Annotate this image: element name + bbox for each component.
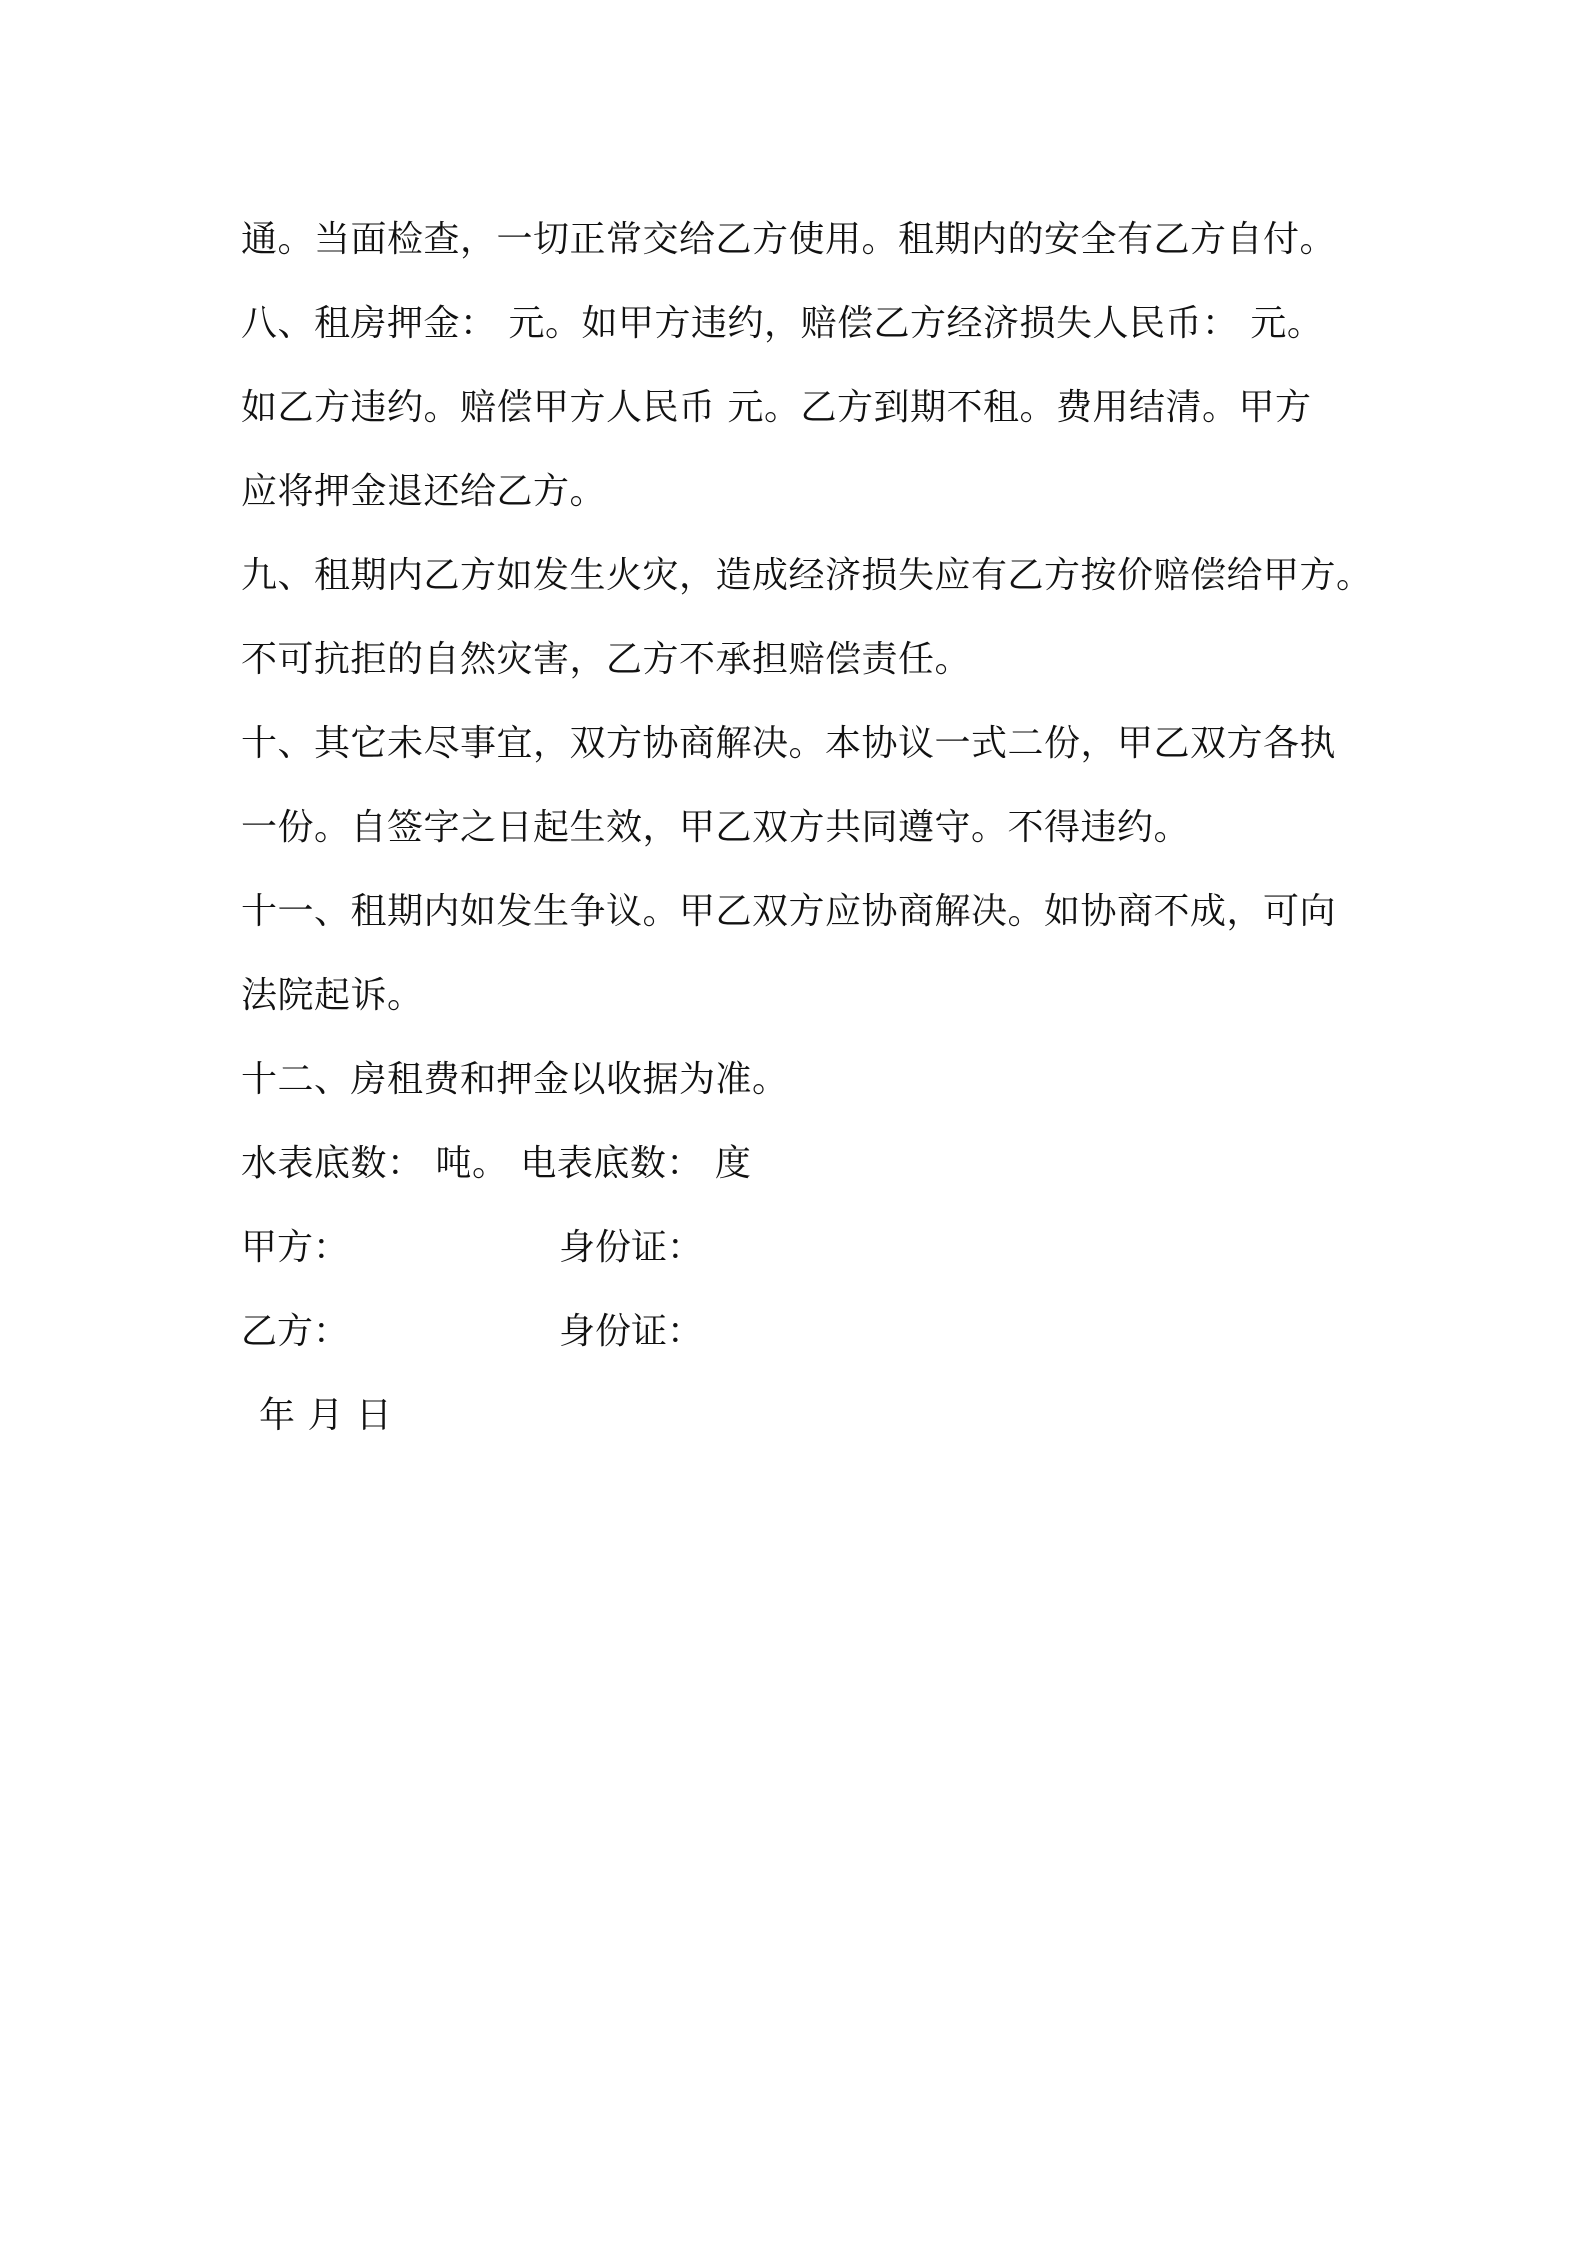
- text-line: 一份。自签字之日起生效，甲乙双方共同遵守。不得违约。: [241, 807, 1191, 848]
- text-line: 九、租期内乙方如发生火灾，造成经济损失应有乙方按价赔偿给甲方。: [241, 555, 1373, 596]
- text-line: 不可抗拒的自然灾害，乙方不承担赔偿责任。: [241, 639, 972, 680]
- date-line: 年 月 日: [259, 1395, 393, 1436]
- text-line: 法院起诉。: [241, 975, 424, 1016]
- text-line: 如乙方违约。赔偿甲方人民币 元。乙方到期不租。费用结清。甲方: [241, 387, 1312, 428]
- text-line: 十一、租期内如发生争议。甲乙双方应协商解决。如协商不成，可向: [241, 891, 1337, 932]
- party-b-signature-row: [241, 1290, 1361, 1374]
- party-a-signature-row: [241, 1206, 1361, 1290]
- party-b-label: 乙方：: [241, 1311, 350, 1352]
- party-b-id-label: 身份证：: [559, 1311, 704, 1352]
- contract-body: [241, 198, 1373, 1458]
- text-line: 通。当面检查，一切正常交给乙方使用。租期内的安全有乙方自付。: [241, 219, 1337, 260]
- party-a-label: 甲方：: [241, 1227, 350, 1268]
- text-line: 十、其它未尽事宜，双方协商解决。本协议一式二份，甲乙双方各执: [241, 723, 1337, 764]
- party-a-id-label: 身份证：: [559, 1227, 704, 1268]
- text-line: 八、租房押金： 元。如甲方违约，赔偿乙方经济损失人民币： 元。: [241, 303, 1324, 344]
- meter-readings-line: 水表底数： 吨。 电表底数： 度: [241, 1143, 752, 1184]
- text-line: 十二、房租费和押金以收据为准。: [241, 1059, 789, 1100]
- text-line: 应将押金退还给乙方。: [241, 471, 607, 512]
